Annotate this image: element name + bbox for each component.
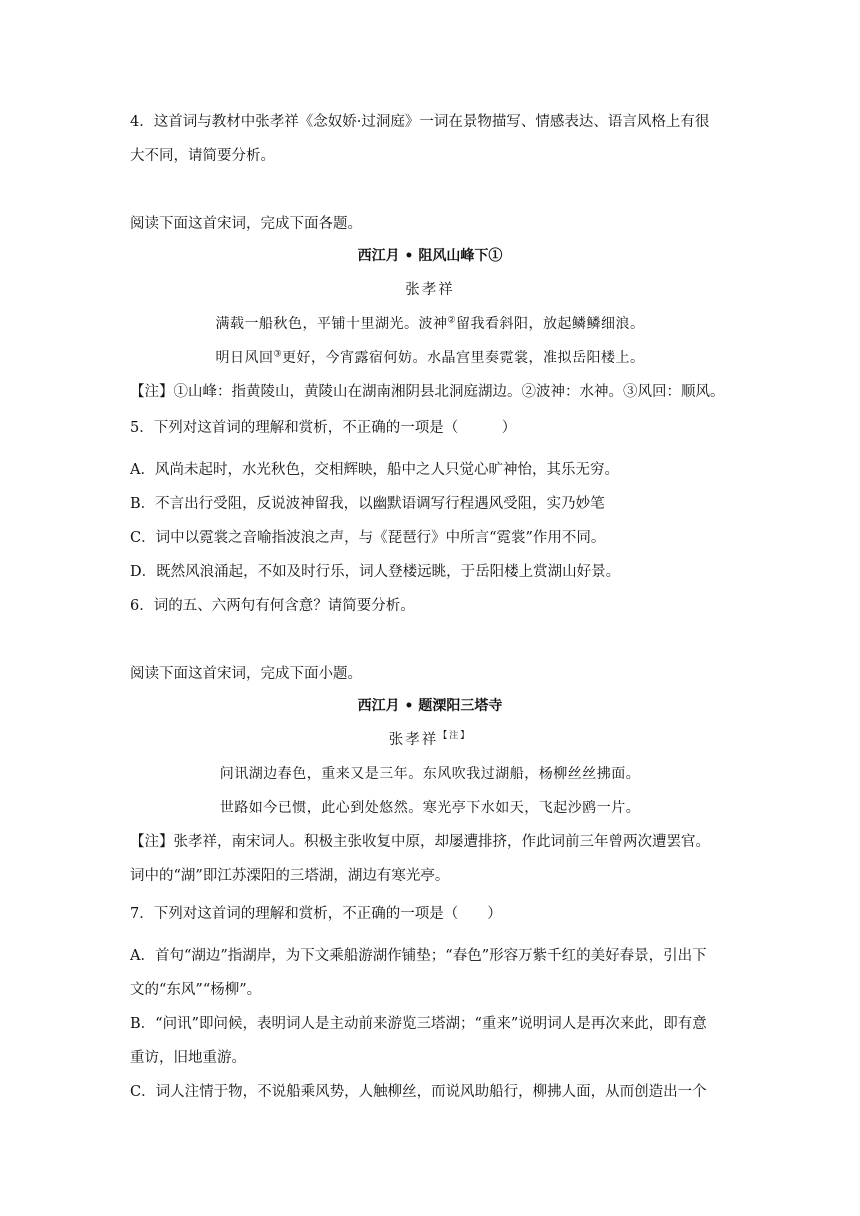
question-7-option-b-line-1: B．“问讯”即问候，表明词人是主动前来游览三塔湖；“重来”说明词人是再次来此，即有意 — [130, 1016, 707, 1032]
question-4-line-2: 大不同，请简要分析。 — [130, 148, 275, 164]
question-6: 6．词的五、六两句有何含意？请简要分析。 — [130, 598, 415, 614]
poem-2-title: 西江月 • 题溧阳三塔寺 — [357, 698, 503, 714]
poem-2-note-line-2: 词中的“湖”即江苏溧阳的三塔湖，湖边有寒光亭。 — [130, 868, 450, 884]
poem-2-author: 张孝祥$^{【注】}$ — [388, 731, 472, 748]
poem-1-line-2: 明日风回③更好，今宵露宿何妨。水晶宫里奏霓裳，准拟岳阳楼上。 — [215, 349, 645, 366]
question-7: 7．下列对这首词的理解和赏析，不正确的一项是（ ） — [130, 906, 502, 922]
poem-2-line-1: 问讯湖边春色，重来又是三年。东风吹我过湖船，杨柳丝丝拂面。 — [219, 766, 641, 782]
section-1-intro: 阅读下面这首宋词，完成下面各题。 — [130, 216, 362, 232]
question-5-option-b: B．不言出行受阻，反说波神留我，以幽默语调写行程遇风受阻，实乃妙笔 — [130, 496, 605, 512]
section-2-intro: 阅读下面这首宋词，完成下面小题。 — [130, 666, 362, 682]
poem-1-title: 西江月 • 阻风山峰下① — [357, 248, 503, 264]
poem-1-note: 【注】①山峰：指黄陵山，黄陵山在湖南湘阴县北洞庭湖边。②波神：水神。③风回：顺风。 — [130, 384, 725, 400]
poem-1-line-1: 满载一船秋色，平铺十里湖光。波神②留我看斜阳，放起鳞鳞细浪。 — [215, 315, 645, 332]
question-4-line-1: 4．这首词与教材中张孝祥《念奴娇·过洞庭》一词在景物描写、情感表达、语言风格上有很 — [130, 114, 710, 130]
question-5-option-a: A．风尚未起时，水光秋色，交相辉映，船中之人只觉心旷神怡，其乐无穷。 — [130, 462, 619, 478]
poem-2-note-line-1: 【注】张孝祥，南宋词人。积极主张收复中原，却屡遭排挤，作此词前三年曾两次遭罢官。 — [130, 834, 710, 850]
question-7-option-b-line-2: 重访，旧地重游。 — [130, 1050, 246, 1066]
question-7-option-a-line-1: A．首句“湖边”指湖岸，为下文乘船游湖作铺垫；“春色”形容万紫千红的美好春景，引出下 — [130, 948, 707, 964]
question-5-option-d: D．既然风浪涌起，不如及时行乐，词人登楼远眺，于岳阳楼上赏湖山好景。 — [130, 564, 621, 580]
question-7-option-a-line-2: 文的“东风”“杨柳”。 — [130, 982, 262, 998]
poem-2-line-2: 世路如今已惯，此心到处悠然。寒光亭下水如天，飞起沙鸥一片。 — [219, 800, 641, 816]
poem-1-author: 张孝祥 — [405, 282, 455, 298]
question-5-option-c: C．词中以霓裳之音喻指波浪之声，与《琵琶行》中所言“霓裳”作用不同。 — [130, 530, 606, 546]
question-5: 5．下列对这首词的理解和赏析，不正确的一项是（ ） — [130, 420, 517, 436]
question-7-option-c-line-1: C．词人注情于物，不说船乘风势，人触柳丝，而说风助船行，柳拂人面，从而创造出一个 — [130, 1084, 707, 1100]
